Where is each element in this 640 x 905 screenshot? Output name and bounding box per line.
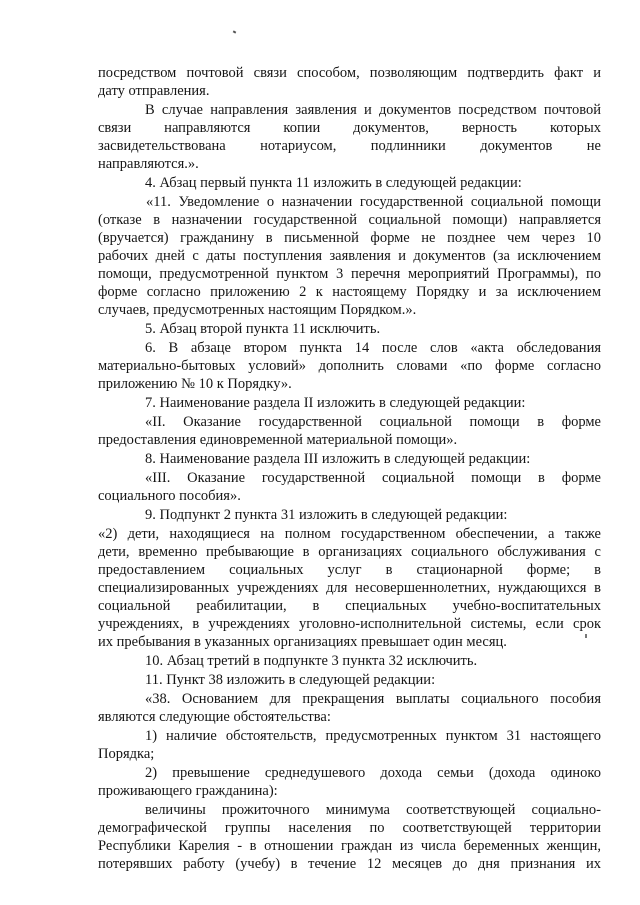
text-line: 11. Пункт 38 изложить в следующей редакции: — [145, 672, 436, 688]
text-line: предоставлением социальных услуг в стационарной форме; в — [98, 562, 601, 578]
text-line: предоставления единовременной материальной помощи». — [98, 432, 458, 448]
text-line: величины прожиточного минимума соответствующей социально- — [145, 802, 601, 818]
text-line: дату отправления. — [98, 83, 210, 99]
text-line: приложению № 10 к Порядку». — [98, 376, 292, 392]
text-line: 8. Наименование раздела III изложить в следующей редакции: — [145, 451, 531, 467]
text-line: помощи, предусмотренной пунктом 3 перечня мероприятий Программы), по — [98, 266, 601, 282]
text-line: социальной реабилитации, в специальных учебно-воспитательных — [98, 598, 601, 614]
text-line: 9. Подпункт 2 пункта 31 изложить в следующей редакции: — [145, 507, 508, 523]
text-line: «2) дети, находящиеся на полном государственном обеспечении, а также — [98, 526, 601, 542]
text-line: В случае направления заявления и документов посредством почтовой — [145, 102, 601, 118]
scan-mark — [233, 30, 237, 33]
text-line: засвидетельствована нотариусом, подлинники документов не — [98, 138, 601, 154]
text-line: демографической группы населения по соответствующей территории — [98, 820, 601, 836]
text-line: Порядка; — [98, 746, 155, 762]
text-line: (вручается) гражданину в письменной форме не позднее чем через 10 — [98, 230, 601, 246]
text-line: 5. Абзац второй пункта 11 исключить. — [145, 321, 381, 337]
text-line: «11. Уведомление о назначении государственной социальной помощи — [146, 194, 601, 210]
text-line: направляются.». — [98, 156, 199, 172]
text-line: учреждениях, в учреждениях уголовно-исполнительной системы, если срок — [98, 616, 601, 632]
text-line: 4. Абзац первый пункта 11 изложить в следующей редакции: — [145, 175, 522, 191]
text-line: специализированных учреждениях для несовершеннолетних, нуждающихся в — [98, 580, 601, 596]
text-line: Республики Карелия - в отношении граждан из числа беременных женщин, — [98, 838, 601, 854]
text-line: социального пособия». — [98, 488, 241, 504]
text-line: 2) превышение среднедушевого дохода семьи (дохода одиноко — [145, 765, 601, 781]
text-line: проживающего гражданина): — [98, 783, 278, 799]
text-line: дети, временно пребывающие в организациях социального обслуживания с — [98, 544, 601, 560]
text-line: связи направляются копии документов, верность которых — [98, 120, 601, 136]
text-line: форме согласно приложению 2 к настоящему Порядку и за исключением — [98, 284, 601, 300]
text-line: рабочих дней с даты поступления заявления и документов (за исключением — [98, 248, 601, 264]
text-line: «38. Основанием для прекращения выплаты социального пособия — [145, 691, 601, 707]
text-line: материально-бытовых условий» дополнить словами «по форме согласно — [98, 358, 601, 374]
text-line: «III. Оказание государственной социальной помощи в форме — [145, 470, 601, 486]
text-line: являются следующие обстоятельства: — [98, 709, 331, 725]
text-line: случаев, предусмотренных настоящим Порядком.». — [98, 302, 417, 318]
text-line: 6. В абзаце втором пункта 14 после слов «акта обследования — [145, 340, 601, 356]
text-line: 7. Наименование раздела II изложить в следующей редакции: — [145, 395, 526, 411]
text-line: 1) наличие обстоятельств, предусмотренных пунктом 31 настоящего — [145, 728, 601, 744]
text-line: их пребывания в указанных организациях превышает один месяц. — [98, 634, 507, 650]
text-line: посредством почтовой связи способом, позволяющим подтвердить факт и — [98, 65, 601, 81]
document-body — [98, 64, 601, 873]
text-line: 10. Абзац третий в подпункте 3 пункта 32 исключить. — [145, 653, 478, 669]
text-line: «II. Оказание государственной социальной помощи в форме — [145, 414, 601, 430]
text-line: потерявших работу (учебу) в течение 12 месяцев до дня признания их — [98, 856, 601, 872]
text-line: (отказе в назначении государственной социальной помощи) направляется — [98, 212, 601, 228]
